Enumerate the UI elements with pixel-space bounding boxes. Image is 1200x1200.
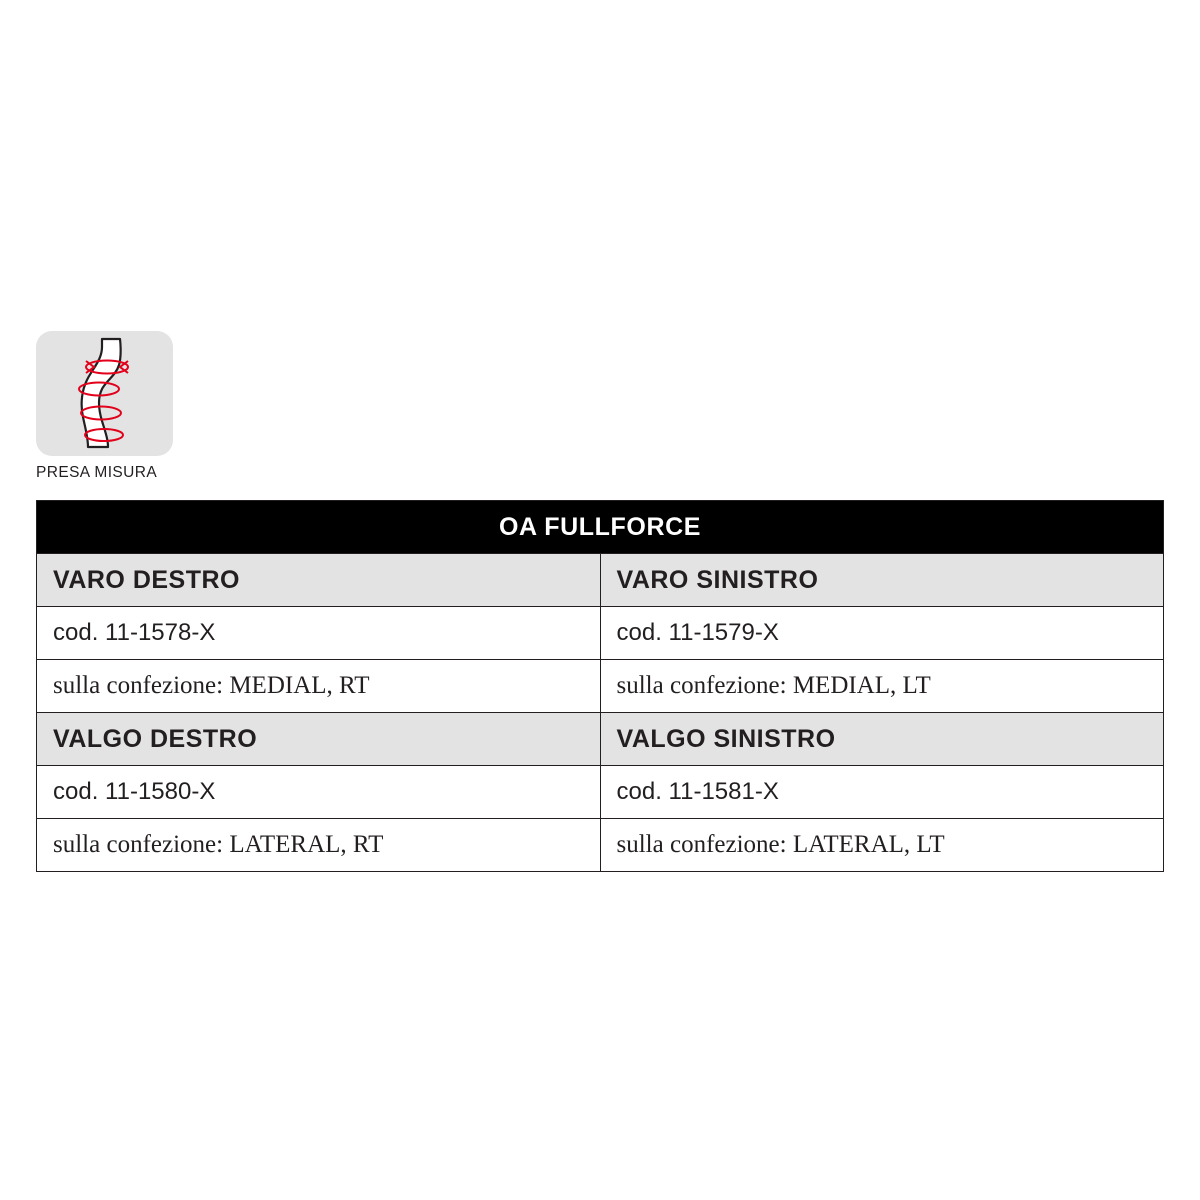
- cell-package-left: sulla confezione: MEDIAL, RT: [37, 660, 601, 713]
- leg-measure-icon: [36, 331, 173, 456]
- cell-package-right: sulla confezione: MEDIAL, LT: [600, 660, 1164, 713]
- table-row: [37, 660, 1164, 713]
- spec-table: [36, 500, 1164, 872]
- cell-group-right: VALGO SINISTRO: [600, 713, 1164, 766]
- cell-code-right: cod. 11-1581-X: [600, 766, 1164, 819]
- cell-group-left: VALGO DESTRO: [37, 713, 601, 766]
- table-row: [37, 819, 1164, 872]
- cell-package-left: sulla confezione: LATERAL, RT: [37, 819, 601, 872]
- cell-code-left: cod. 11-1578-X: [37, 607, 601, 660]
- table-header-row: [37, 501, 1164, 554]
- table-row: [37, 554, 1164, 607]
- measurement-icon-block: [36, 331, 176, 482]
- cell-code-left: cod. 11-1580-X: [37, 766, 601, 819]
- cell-group-right: VARO SINISTRO: [600, 554, 1164, 607]
- cell-group-left: VARO DESTRO: [37, 554, 601, 607]
- table-row: [37, 607, 1164, 660]
- table-title: OA FULLFORCE: [37, 501, 1164, 554]
- spec-table-wrapper: [36, 500, 1164, 872]
- cell-package-right: sulla confezione: LATERAL, LT: [600, 819, 1164, 872]
- table-row: [37, 713, 1164, 766]
- table-row: [37, 766, 1164, 819]
- measurement-icon-caption: PRESA MISURA: [36, 464, 158, 481]
- cell-code-right: cod. 11-1579-X: [600, 607, 1164, 660]
